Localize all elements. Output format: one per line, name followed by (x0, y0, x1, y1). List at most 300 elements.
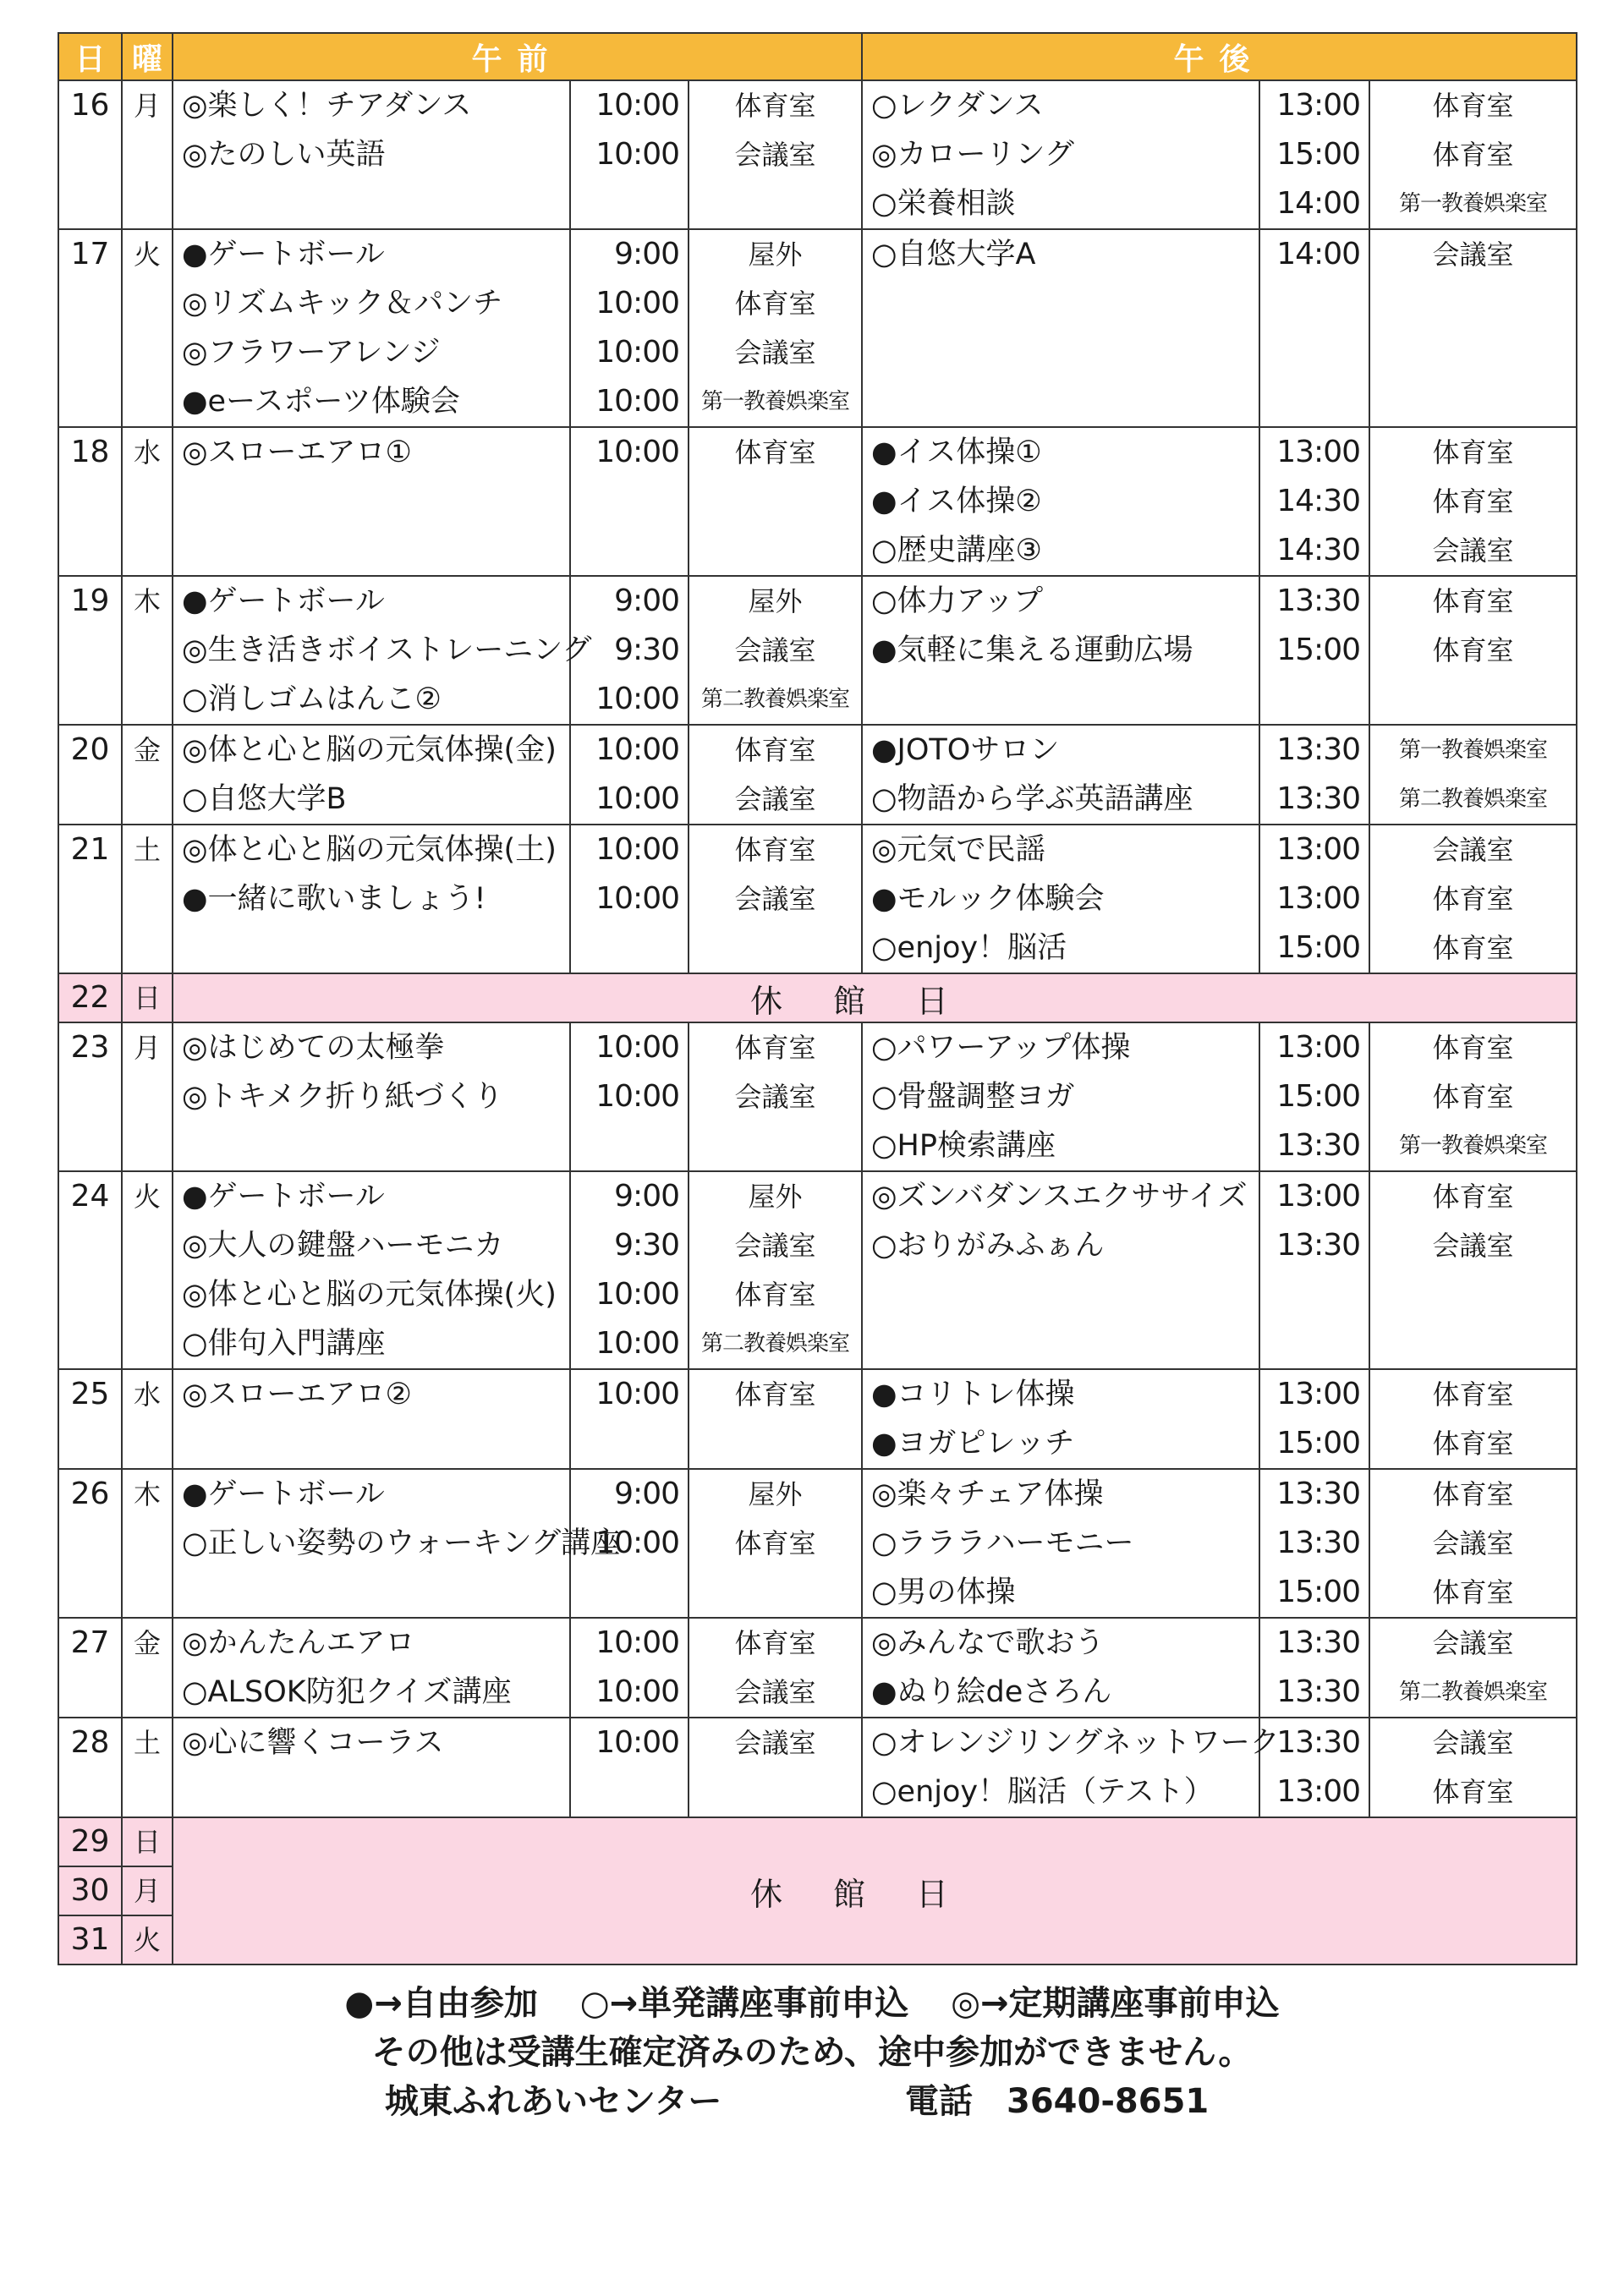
program-room: 体育室 (734, 1279, 816, 1311)
program-time (571, 526, 688, 575)
program-name: ○ALSOK防犯クイズ講座 (182, 1675, 512, 1709)
program-name: ●モルック体験会 (871, 882, 1105, 916)
program-time: 10:00 (595, 832, 679, 867)
day-number: 16 (58, 80, 122, 229)
program-room: 会議室 (734, 783, 816, 815)
program-room: 会議室 (734, 337, 816, 369)
pm-program-cell (862, 725, 1259, 825)
program-room: 第一教養娯楽室 (1398, 737, 1547, 763)
pm-program-cell (862, 1618, 1259, 1718)
program-time: 10:00 (595, 88, 679, 123)
pm-time-cell (1259, 1171, 1369, 1369)
program-time: 9:00 (614, 1179, 679, 1214)
am-time-cell (570, 725, 689, 825)
pm-room-cell (1369, 725, 1577, 825)
am-time-cell (570, 1171, 689, 1369)
program-time: 13:00 (1276, 1377, 1360, 1411)
program-room: 体育室 (734, 288, 816, 320)
day-row (58, 1171, 1577, 1369)
program-room: 会議室 (734, 1676, 816, 1708)
day-of-week: 火 (122, 1171, 173, 1369)
day-number: 24 (58, 1171, 122, 1369)
program-name (173, 526, 569, 575)
program-room (689, 1767, 861, 1817)
pm-time-cell (1259, 1718, 1369, 1817)
am-program-cell (173, 1469, 621, 1618)
program-name: ○ラララハーモニー (871, 1526, 1134, 1560)
legend-symbols (0, 1979, 1624, 2028)
header-dow: 曜 (122, 33, 173, 80)
program-room: 体育室 (734, 1032, 816, 1064)
program-name: ◎元気で民謡 (871, 833, 1045, 867)
pm-program-cell (862, 1171, 1259, 1369)
day-row (58, 576, 1577, 725)
day-of-week: 火 (122, 1915, 173, 1964)
pm-program-cell (862, 229, 1259, 427)
am-room-cell (689, 1171, 862, 1369)
program-time: 15:00 (1276, 1426, 1360, 1460)
pm-time-cell (1259, 1022, 1369, 1171)
legend-contact (0, 2077, 1624, 2126)
program-room: 会議室 (1432, 1230, 1514, 1262)
am-time-cell (570, 427, 689, 576)
program-time (1260, 675, 1369, 724)
program-name (173, 1121, 569, 1170)
program-name: ◎心に響くコーラス (182, 1726, 444, 1760)
day-row (58, 229, 1577, 427)
day-of-week: 金 (122, 1618, 173, 1718)
program-name: ●ゲートボール (182, 1180, 385, 1214)
am-room-cell (689, 1718, 862, 1817)
program-name (173, 1568, 569, 1617)
program-name: ◎トキメク折り紙づくり (182, 1080, 503, 1114)
day-of-week: 金 (122, 725, 173, 825)
day-row (58, 1817, 1577, 1866)
day-row (58, 1618, 1577, 1718)
closed-days-label: 休館日 (173, 1817, 1577, 1964)
program-name: ○骨盤調整ヨガ (871, 1080, 1075, 1114)
program-room: 会議室 (1432, 1527, 1514, 1559)
program-name: ●eースポーツ体験会 (182, 385, 460, 419)
program-room: 第一教養娯楽室 (1398, 191, 1547, 216)
program-time: 15:00 (1276, 930, 1360, 965)
program-time: 9:30 (614, 1228, 679, 1263)
am-program-cell (173, 725, 570, 825)
program-name: ◎ズンバダンスエクササイズ (871, 1180, 1248, 1214)
program-name: ○自悠大学B (182, 782, 347, 816)
program-name: ○オレンジリングネットワーク (871, 1726, 1280, 1760)
program-name: ◎スローエアロ① (182, 436, 412, 469)
program-time: 10:00 (595, 1725, 679, 1760)
program-name: ◎楽しく！チアダンス (182, 89, 472, 123)
am-program-cell (173, 1171, 570, 1369)
program-room (1370, 1270, 1576, 1319)
day-row (58, 1369, 1577, 1469)
pm-time-cell (1259, 1369, 1369, 1469)
closed-day-label: 休館日 (173, 973, 1577, 1022)
program-room: 屋外 (748, 238, 803, 271)
am-room-cell (689, 576, 862, 725)
am-room-cell (689, 725, 862, 825)
day-number: 21 (58, 825, 122, 973)
program-room: 屋外 (748, 585, 803, 617)
am-time-cell (570, 1718, 689, 1817)
day-of-week: 木 (122, 576, 173, 725)
program-time: 10:00 (595, 435, 679, 469)
am-program-cell (173, 1618, 570, 1718)
program-room: 体育室 (1432, 883, 1514, 915)
program-room: 第二教養娯楽室 (1398, 786, 1547, 812)
program-room: 体育室 (1432, 1032, 1514, 1064)
program-room: 体育室 (734, 1627, 816, 1659)
program-time: 13:30 (1276, 584, 1360, 618)
program-room: 体育室 (1432, 932, 1514, 964)
program-room: 体育室 (1432, 90, 1514, 122)
program-time: 10:00 (595, 881, 679, 916)
program-name: ◎体と心と脳の元気体操(土) (182, 833, 557, 867)
program-time (571, 1767, 688, 1817)
pm-room-cell (1369, 1171, 1577, 1369)
program-room: 会議室 (734, 1081, 816, 1113)
program-name: ●ゲートボール (182, 1477, 385, 1511)
program-time: 13:00 (1276, 832, 1360, 867)
program-time: 10:00 (595, 1277, 679, 1312)
day-number: 31 (58, 1915, 122, 1964)
program-time: 9:00 (614, 237, 679, 271)
program-time (571, 179, 688, 228)
day-of-week: 日 (122, 1817, 173, 1866)
program-time: 10:00 (595, 1030, 679, 1065)
pm-program-cell (862, 1718, 1280, 1817)
program-room: 第二教養娯楽室 (700, 1331, 849, 1356)
program-time: 15:00 (1276, 633, 1360, 667)
program-room: 体育室 (1432, 1081, 1514, 1113)
pm-program-cell (862, 1022, 1259, 1171)
pm-time-cell (1259, 1618, 1369, 1718)
program-room: 体育室 (1432, 585, 1514, 617)
am-program-cell (173, 576, 592, 725)
program-room: 体育室 (734, 734, 816, 766)
pm-program-cell (862, 1469, 1259, 1618)
day-number: 27 (58, 1618, 122, 1718)
program-time (571, 1419, 688, 1468)
program-room: 体育室 (1432, 436, 1514, 469)
am-program-cell (173, 1022, 570, 1171)
pm-room-cell (1369, 1022, 1577, 1171)
day-number: 18 (58, 427, 122, 576)
program-time (1260, 279, 1369, 328)
program-time: 10:00 (595, 335, 679, 370)
program-time: 10:00 (595, 682, 679, 716)
day-row (58, 1022, 1577, 1171)
program-time: 14:00 (1276, 186, 1360, 221)
am-time-cell (570, 1618, 689, 1718)
pm-room-cell (1369, 1618, 1577, 1718)
program-time: 13:00 (1276, 435, 1360, 469)
program-time: 15:00 (1276, 1575, 1360, 1609)
pm-room-cell (1369, 825, 1577, 973)
pm-program-cell (862, 80, 1259, 229)
program-time: 9:00 (614, 1477, 679, 1511)
program-time: 10:00 (595, 137, 679, 172)
program-room: 体育室 (1432, 1478, 1514, 1510)
pm-time-cell (1259, 576, 1369, 725)
pm-room-cell (1369, 229, 1577, 427)
pm-room-cell (1369, 80, 1577, 229)
program-name: ◎大人の鍵盤ハーモニカ (182, 1229, 504, 1263)
am-room-cell (689, 1618, 862, 1718)
am-room-cell (689, 825, 862, 973)
program-room: 屋外 (748, 1478, 803, 1510)
day-row (58, 1718, 1577, 1817)
program-name: ●一緒に歌いましょう! (182, 882, 486, 916)
am-program-cell (173, 1369, 570, 1469)
program-name: ○おりがみふぁん (871, 1229, 1105, 1263)
program-time: 14:00 (1276, 237, 1360, 271)
program-room: 体育室 (734, 436, 816, 469)
program-name: ●イス体操① (871, 436, 1042, 469)
program-room (689, 477, 861, 526)
program-name: ●ゲートボール (182, 238, 385, 271)
program-name: ○HP検索講座 (871, 1129, 1056, 1163)
program-time (571, 923, 688, 973)
program-time: 13:30 (1276, 1674, 1360, 1709)
program-time: 13:30 (1276, 1128, 1360, 1163)
program-time: 13:00 (1276, 88, 1360, 123)
program-name: ○レクダンス (871, 89, 1044, 123)
program-time (1260, 1270, 1369, 1319)
pm-room-cell (1369, 1469, 1577, 1618)
program-name: ○歴史講座③ (871, 534, 1042, 567)
am-time-cell (570, 80, 689, 229)
program-time (1260, 377, 1369, 426)
program-name (863, 279, 1259, 328)
program-room (689, 526, 861, 575)
program-room: 体育室 (1432, 1181, 1514, 1213)
day-of-week: 水 (122, 427, 173, 576)
program-room (689, 1419, 861, 1468)
program-room: 会議室 (734, 139, 816, 171)
am-time-cell (570, 825, 689, 973)
center-name: 城東ふれあいセンター (385, 2082, 722, 2121)
program-name: ◎楽々チェア体操 (871, 1477, 1104, 1511)
program-time: 10:00 (595, 1079, 679, 1114)
program-name: ●ゲートボール (182, 584, 385, 618)
day-of-week: 月 (122, 1866, 173, 1915)
program-time: 10:00 (595, 732, 679, 767)
day-number: 26 (58, 1469, 122, 1618)
program-time: 13:00 (1276, 1179, 1360, 1214)
program-name: ○自悠大学A (871, 238, 1036, 271)
day-row (58, 825, 1577, 973)
day-number: 30 (58, 1866, 122, 1915)
program-name: ●コリトレ体操 (871, 1378, 1075, 1411)
program-room: 体育室 (734, 90, 816, 122)
day-number: 22 (58, 973, 122, 1022)
program-time (1260, 1319, 1369, 1368)
day-row (58, 725, 1577, 825)
program-time: 9:30 (614, 633, 679, 667)
day-number: 29 (58, 1817, 122, 1866)
program-time: 13:00 (1276, 1030, 1360, 1065)
day-row (58, 973, 1577, 1022)
day-number: 28 (58, 1718, 122, 1817)
program-time: 10:00 (595, 1674, 679, 1709)
day-number: 23 (58, 1022, 122, 1171)
program-room: 会議室 (1432, 834, 1514, 866)
program-name: ○物語から学ぶ英語講座 (871, 782, 1193, 816)
program-room (689, 1121, 861, 1170)
program-name: ◎みんなで歌おう (871, 1626, 1105, 1660)
program-time: 13:30 (1276, 1477, 1360, 1511)
program-room: 体育室 (1432, 634, 1514, 666)
program-room: 会議室 (1432, 1727, 1514, 1759)
day-of-week: 月 (122, 1022, 173, 1171)
program-time (1260, 328, 1369, 377)
program-room: 会議室 (734, 634, 816, 666)
program-name: ◎生き活きボイストレーニング (182, 633, 592, 667)
program-time: 13:30 (1276, 732, 1360, 767)
program-time (571, 477, 688, 526)
program-name: ○パワーアップ体操 (871, 1031, 1131, 1065)
program-room: 体育室 (1432, 1427, 1514, 1460)
program-time: 14:30 (1276, 533, 1360, 567)
program-name: ◎体と心と脳の元気体操(金) (182, 733, 557, 767)
program-name: ◎たのしい英語 (182, 138, 386, 172)
program-room: 第二教養娯楽室 (1398, 1680, 1547, 1705)
program-time: 10:00 (595, 384, 679, 419)
pm-program-cell (862, 427, 1259, 576)
program-name: ○栄養相談 (871, 187, 1016, 221)
program-room: 第二教養娯楽室 (700, 687, 849, 712)
program-name: ○消しゴムはんこ② (182, 682, 442, 716)
program-name: ●ぬり絵deさろん (871, 1675, 1112, 1709)
program-room: 体育室 (1432, 139, 1514, 171)
program-time: 13:30 (1276, 1526, 1360, 1560)
pm-time-cell (1259, 427, 1369, 576)
program-name: ◎はじめての太極拳 (182, 1031, 445, 1065)
program-name: ○enjoy！脳活（テスト） (871, 1775, 1214, 1809)
program-name (863, 1319, 1259, 1368)
day-row (58, 427, 1577, 576)
program-time: 10:00 (595, 781, 679, 816)
day-of-week: 土 (122, 825, 173, 973)
pm-time-cell (1259, 725, 1369, 825)
program-name (863, 1270, 1259, 1319)
pm-program-cell (862, 576, 1259, 725)
program-time: 13:30 (1276, 1228, 1360, 1263)
pm-time-cell (1259, 229, 1369, 427)
program-time: 14:30 (1276, 484, 1360, 518)
day-of-week: 水 (122, 1369, 173, 1469)
am-room-cell (689, 229, 862, 427)
program-time: 13:00 (1276, 881, 1360, 916)
program-time: 15:00 (1276, 137, 1360, 172)
program-room (689, 923, 861, 973)
program-name: ◎カローリング (871, 138, 1074, 172)
pm-time-cell (1259, 80, 1369, 229)
program-time: 13:30 (1276, 1625, 1360, 1660)
program-room (1370, 328, 1576, 377)
program-name: ◎フラワーアレンジ (182, 336, 441, 370)
program-time: 13:30 (1276, 1725, 1360, 1760)
program-name: ●JOTOサロン (871, 733, 1060, 767)
program-room: 会議室 (1432, 1627, 1514, 1659)
day-number: 25 (58, 1369, 122, 1469)
am-program-cell (173, 427, 570, 576)
am-time-cell (570, 1369, 689, 1469)
program-room: 体育室 (734, 834, 816, 866)
program-time: 10:00 (595, 1625, 679, 1660)
am-room-cell (689, 1022, 862, 1171)
day-number: 17 (58, 229, 122, 427)
program-time: 15:00 (1276, 1079, 1360, 1114)
am-time-cell (570, 1022, 689, 1171)
program-name: ◎スローエアロ② (182, 1378, 412, 1411)
program-room: 第一教養娯楽室 (700, 389, 849, 414)
header-pm: 午後 (862, 33, 1577, 80)
program-name (863, 675, 1259, 724)
program-room: 体育室 (1432, 1776, 1514, 1808)
program-time (571, 1568, 688, 1617)
schedule-table (58, 32, 1577, 1965)
legend-single: ○→単発講座事前申込 (579, 1984, 909, 2023)
am-room-cell (689, 427, 862, 576)
am-program-cell (173, 229, 570, 427)
program-name (173, 179, 569, 228)
program-name (173, 1419, 569, 1468)
program-room: 会議室 (734, 1727, 816, 1759)
program-name: ○男の体操 (871, 1575, 1016, 1609)
program-name: ●ヨガピレッチ (871, 1427, 1075, 1460)
program-time: 10:00 (595, 1377, 679, 1411)
am-time-cell (570, 229, 689, 427)
pm-room-cell (1369, 427, 1577, 576)
program-name: ◎体と心と脳の元気体操(火) (182, 1278, 557, 1312)
pm-room-cell (1369, 1718, 1577, 1817)
am-room-cell (689, 1369, 862, 1469)
program-room (689, 179, 861, 228)
header-row (58, 33, 1577, 80)
program-room: 会議室 (734, 883, 816, 915)
am-program-cell (173, 80, 570, 229)
program-room (689, 1568, 861, 1617)
program-name: ◎リズムキック＆パンチ (182, 287, 503, 321)
pm-room-cell (1369, 1369, 1577, 1469)
program-room (1370, 1319, 1576, 1368)
program-room: 第一教養娯楽室 (1398, 1133, 1547, 1159)
program-room: 体育室 (1432, 1576, 1514, 1608)
program-name: ◎かんたんエアロ (182, 1626, 415, 1660)
am-room-cell (689, 1469, 862, 1618)
program-name (173, 923, 569, 973)
schedule-body (58, 80, 1577, 1964)
am-program-cell (173, 1718, 570, 1817)
pm-time-cell (1259, 1469, 1369, 1618)
am-room-cell (689, 80, 862, 229)
program-name: ○enjoy！脳活 (871, 931, 1067, 965)
pm-program-cell (862, 1369, 1259, 1469)
legend (0, 1979, 1624, 2126)
am-program-cell (173, 825, 570, 973)
program-room: 会議室 (1432, 534, 1514, 567)
program-room: 体育室 (734, 1527, 816, 1559)
day-row (58, 1469, 1577, 1618)
program-room: 体育室 (1432, 1378, 1514, 1411)
legend-free: ●→自由参加 (344, 1984, 538, 2023)
program-name (863, 328, 1259, 377)
program-time (571, 1121, 688, 1170)
